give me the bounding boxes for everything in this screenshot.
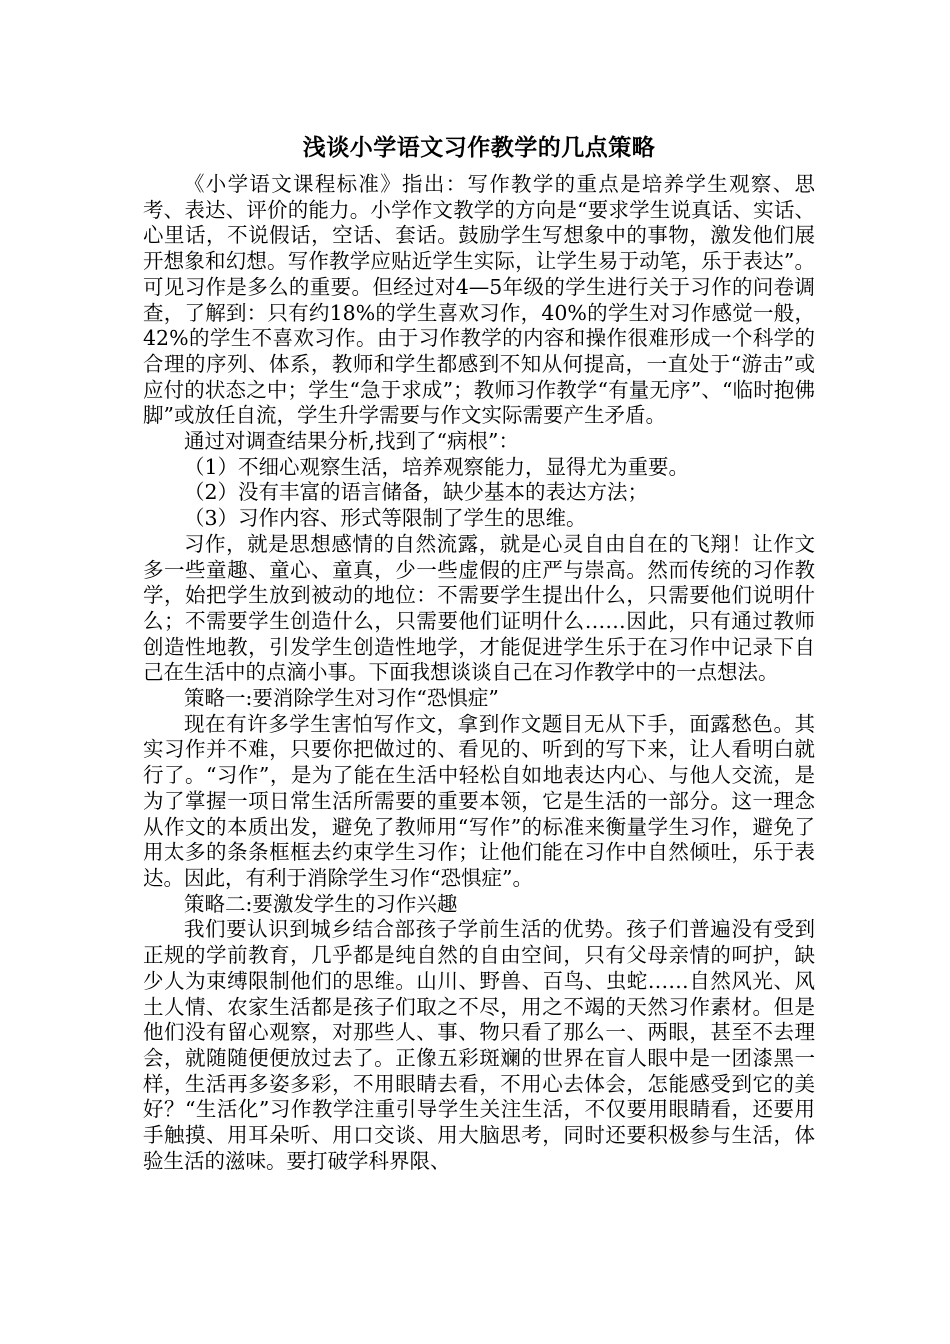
heading-strategy-2: 策略二:要激发学生的习作兴趣 [184,891,458,916]
paragraph-strategy-1: 现在有许多学生害怕写作文，拿到作文题目无从下手，面露愁色。其实习作并不难，只要你把做过的、看见的、听到的写下来，让人看明白就行了。“习作”，是为了能在生活中轻松自如地表达内心、与他人交流，是为了掌握一项日常生活所需要的重要本领，它是生活的一部分。这一理念从作文的本质出发，避免了教师用“写作”的标准来衡量学生习作，避免了用太多的条条框框去约束学生习作；让他们能在习作中自然倾吐，乐于表达。因此，有利于消除学生习作“恐惧症”。 [143,711,815,890]
paragraph-cause-1: （1）不细心观察生活，培养观察能力，显得尤为重要。 [184,454,690,479]
heading-strategy-1: 策略一:要消除学生对习作“恐惧症” [184,686,499,711]
paragraph-cause-2: （2）没有丰富的语言储备，缺少基本的表达方法； [184,480,649,505]
paragraph-intro: 《小学语文课程标准》指出：写作教学的重点是培养学生观察、思考、表达、评价的能力。小学作文教学的方向是“要求学生说真话、实话、心里话，不说假话，空话、套话。鼓励学生写想象中的事物，激发他们展开想象和幻想。写作教学应贴近学生实际，让学生易于动笔，乐于表达”。可见习作是多么的重要。但经过对4—5年级的学生进行关于习作的问卷调查，了解到：只有约18%的学生喜欢习作，40%的学生对习作感觉一般，42%的学生不喜欢习作。由于习作教学的内容和操作很难形成一个科学的合理的序列、体系，教师和学生都感到不知从何提高，一直处于“游击”或应付的状态之中；学生“急于求成”；教师习作教学“有量无序”、“临时抱佛脚”或放任自流，学生升学需要与作文实际需要产生矛盾。 [143,172,815,428]
paragraph-writing-nature: 习作，就是思想感情的自然流露，就是心灵自由自在的飞翔！让作文多一些童趣、童心、童真，少一些虚假的庄严与崇高。然而传统的习作教学，始把学生放到被动的地位：不需要学生提出什么，只需要他们说明什么；不需要学生创造什么，只需要他们证明什么……因此，只有通过教师创造性地教，引发学生创造性地学，才能促进学生乐于在习作中记录下自己在生活中的点滴小事。下面我想谈谈自己在习作教学中的一点想法。 [143,531,815,685]
paragraph-strategy-2: 我们要认识到城乡结合部孩子学前生活的优势。孩子们普遍没有受到正规的学前教育，几乎都是纯自然的自由空间，只有父母亲情的呵护，缺少人为束缚限制他们的思维。山川、野兽、百鸟、虫蛇……自然风光、风土人情、农家生活都是孩子们取之不尽，用之不竭的天然习作素材。但是他们没有留心观察，对那些人、事、物只看了那么一、两眼，甚至不去理会，就随随便便放过去了。正像五彩斑斓的世界在盲人眼中是一团漆黑一样，生活再多姿多彩，不用眼睛去看，不用心去体会，怎能感受到它的美好？“生活化”习作教学注重引导学生关注生活，不仅要用眼睛看，还要用手触摸、用耳朵听、用口交谈、用大脑思考，同时还要积极参与生活，体验生活的滋味。要打破学科界限、 [143,917,815,1173]
paragraph-cause-3: （3）习作内容、形式等限制了学生的思维。 [184,506,587,531]
document-title: 浅谈小学语文习作教学的几点策略 [302,135,656,161]
document-page [143,128,815,1174]
paragraph-analysis-lead: 通过对调查结果分析,找到了“病根”： [184,429,519,454]
